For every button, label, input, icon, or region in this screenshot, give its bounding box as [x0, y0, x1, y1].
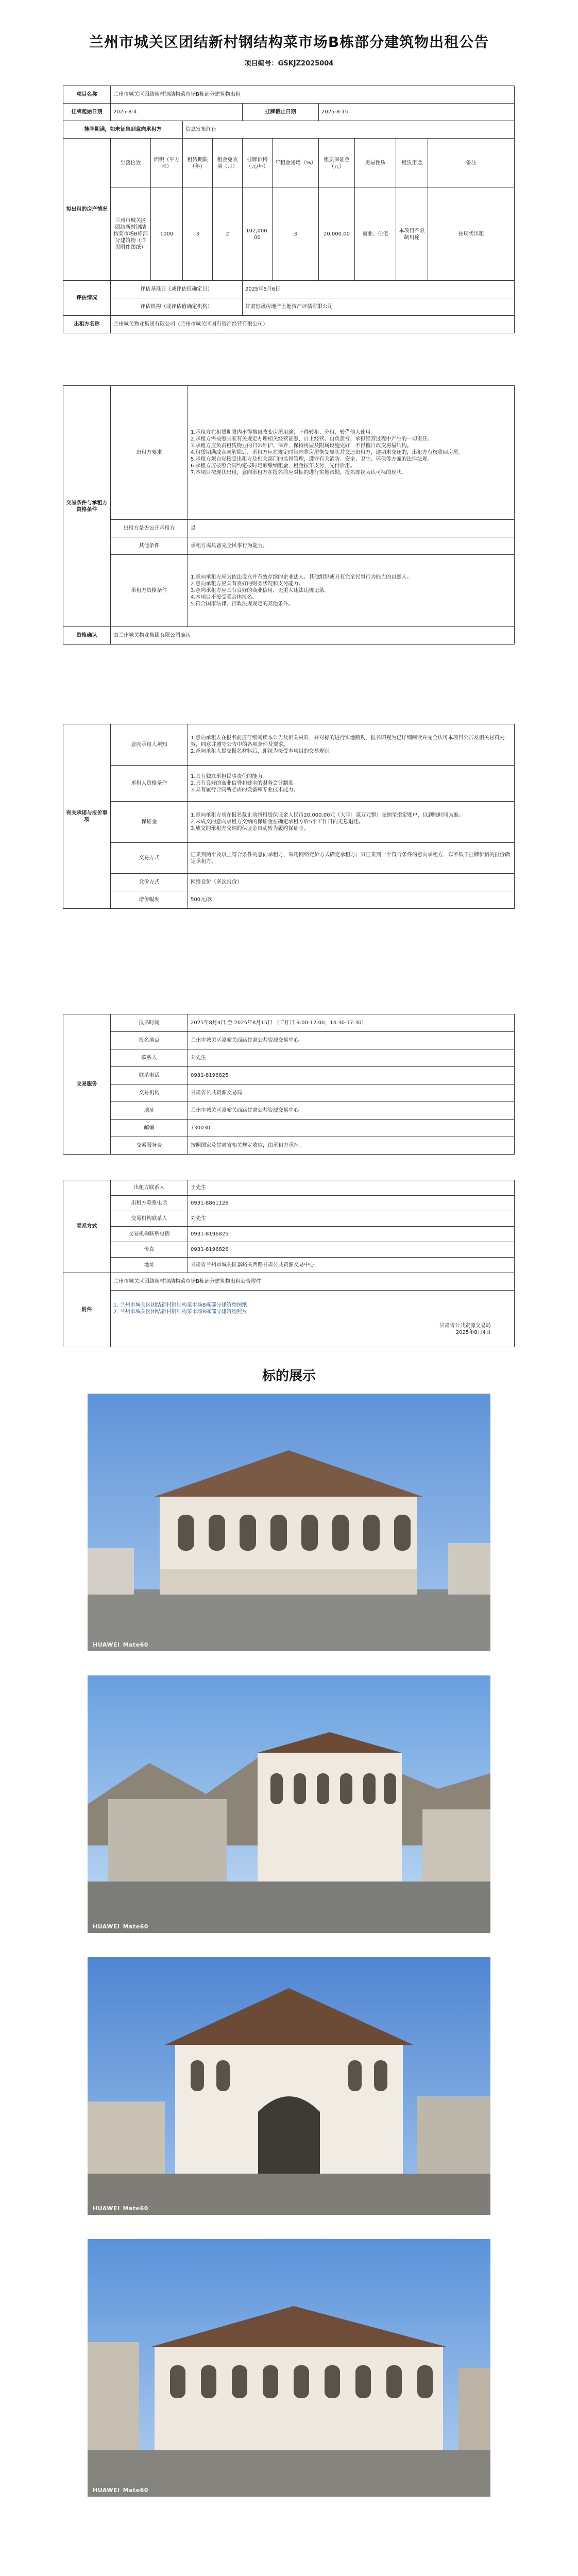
asset-header: 备注 — [428, 139, 515, 188]
project-number-label: 项目编号： — [244, 60, 278, 67]
lessor-label: 出租方名称 — [63, 316, 111, 333]
camera-watermark: HUAWEI Mate60 — [93, 2205, 148, 2212]
commitment-value: 网络竞价（多次报价） — [188, 874, 515, 891]
approval-label: 资格确认 — [63, 627, 111, 645]
asset-header: 挂牌价格（元/年） — [243, 139, 273, 188]
page-title: 兰州市城关区团结新村钢结构菜市场B栋部分建筑物出租公告 — [89, 33, 489, 50]
end-date-label: 挂牌截止日期 — [243, 104, 319, 121]
service-key: 报名地点 — [111, 1032, 188, 1049]
project-number — [0, 58, 578, 67]
attachment-footer: 甘肃省公共资源交易局 2025年8月4日 — [439, 1323, 491, 1335]
asset-cell: 按现状出租 — [428, 188, 515, 281]
approval-value: 由兰州城关物业集团有限公司确认 — [111, 627, 515, 645]
service-value: 0931-8196825 — [188, 1067, 515, 1084]
building-illustration — [88, 1957, 490, 2215]
commitment-key: 竞价方式 — [111, 874, 188, 891]
terms-group-label: 交易条件与承租方资格条件 — [63, 386, 111, 627]
service-value: 2025年8月4日 至 2025年8月15日 （工作日 9:00-12:00，14:30-17:30） — [188, 1014, 515, 1032]
asset-header: 租赁保证金（元） — [319, 139, 355, 188]
service-key: 交易服务费 — [111, 1137, 188, 1155]
attachment-title: 兰州市城关区团结新村钢结构菜市场B栋部分建筑物出租公告附件 — [111, 1273, 515, 1291]
eligibility-text: 1.意向承租方应为依法设立并有效存续的企业法人、其他组织或具有完全民事行为能力的自然人。 2.意向承租方应具有良好的财务状况和支付能力。 3.意向承租方应具有良好的商业信用，无重大违法违规记录。 4.本项目不接受联合体报名。 5.符合国家法律、行政法规规定的其他条件。 — [188, 555, 515, 627]
disclose-label: 出租方是否公开承租方 — [111, 520, 188, 537]
asset-cell: 20,000.00 — [319, 188, 355, 281]
building-illustration — [88, 1675, 490, 1933]
contact-value: 刘先生 — [188, 1211, 515, 1227]
asset-cell: 商业、住宅 — [355, 188, 396, 281]
contact-key: 出租方联系电话 — [111, 1196, 188, 1211]
commitment-value: 1.意向承租人在报名前应仔细阅读本公告及相关材料，并对标的进行实地踏勘，报名即视为已详细阅读并完全认可本项目公告及相关材料内容，同意并遵守公告中的各项条件及要求。 2.意向承租人提交报名材料后，即视为接受本项目的交易规则。 — [188, 724, 515, 766]
commitment-key: 意向承租人须知 — [111, 724, 188, 766]
commitment-key: 承租人资格条件 — [111, 766, 188, 802]
contact-key: 交易机构联系电话 — [111, 1227, 188, 1242]
contact-table — [63, 1180, 515, 1347]
building-photo — [88, 1394, 490, 1651]
commitment-value: 500元/次 — [188, 891, 515, 909]
appraisal-key: 评估基准日（或评估值确定日） — [111, 281, 243, 298]
commitment-value: 1.具有独立承担民事责任的能力。 2.具有良好的商业信誉和健全的财务会计制度。 3.具有履行合同所必需的设备和专业技术能力。 — [188, 766, 515, 802]
service-key: 邮编 — [111, 1120, 188, 1137]
asset-cell: 本项目不限制用途 — [396, 188, 428, 281]
service-group-label: 交易服务 — [63, 1014, 111, 1155]
commitment-key: 交易方式 — [111, 843, 188, 874]
other-condition-value: 承租方需具备完全民事行为能力。 — [188, 537, 515, 555]
contact-key: 地址 — [111, 1258, 188, 1273]
commitment-group-label: 有关承诺与报价事项 — [63, 724, 111, 909]
commitment-key: 保证金 — [111, 802, 188, 843]
commitment-table — [63, 724, 515, 909]
contact-key: 传真 — [111, 1242, 188, 1258]
appraisal-key: 评估机构（或评估值确定机构） — [111, 298, 243, 316]
contact-value: 0931-8196825 — [188, 1227, 515, 1242]
terms-table — [63, 385, 515, 645]
end-date-value: 2025-8-15 — [319, 104, 515, 121]
building-photo — [88, 2239, 490, 2497]
appraisal-value: 甘肃恒晟房地产土地资产评估有限公司 — [243, 298, 515, 316]
attachment-label: 附件 — [63, 1273, 111, 1347]
asset-header: 租金免收期（月） — [213, 139, 243, 188]
contact-value: 0931-8861125 — [188, 1196, 515, 1211]
service-key: 联系电话 — [111, 1067, 188, 1084]
service-key: 交易机构 — [111, 1084, 188, 1102]
service-value: 刘先生 — [188, 1049, 515, 1067]
asset-cell: 3 — [183, 188, 213, 281]
disclose-value: 是 — [188, 520, 515, 537]
contact-value: 0931-8196826 — [188, 1242, 515, 1258]
attachment-item[interactable]: 2. 兰州市城关区团结新村钢结构菜市场B栋部分建筑物照片 — [113, 1309, 247, 1315]
asset-cell: 102,000.00 — [243, 188, 273, 281]
basic-info-table — [63, 86, 515, 333]
building-illustration — [88, 1394, 490, 1651]
camera-watermark: HUAWEI Mate60 — [93, 1641, 148, 1648]
period-label: 挂牌期满，如未征集到意向承租方 — [63, 121, 183, 139]
commitment-value: 征集到两个及以上符合条件的意向承租方，采用网络竞价方式确定承租方；只征集到一个符合条件的意向承租方，以不低于挂牌价格的报价确定承租方。 — [188, 843, 515, 874]
project-number-value: GSKJZ2025004 — [278, 60, 334, 67]
gallery-title: 标的展示 — [262, 1368, 316, 1384]
service-key: 联系人 — [111, 1049, 188, 1067]
attachment-list — [111, 1291, 515, 1347]
building-illustration — [88, 2239, 490, 2497]
project-name-value: 兰州市城关区团结新村钢结构菜市场B栋部分建筑物出租 — [111, 86, 515, 104]
contact-value: 甘肃省兰州市城关区嘉峪关西路甘肃公共资源交易中心 — [188, 1258, 515, 1273]
service-value: 甘肃省公共资源交易局 — [188, 1084, 515, 1102]
commitment-value: 1.意向承租方须在报名截止前将租赁保证金人民币20,000.00元（大写：贰万元整）交纳至指定账户，以到账时间为准。 2.未成交的意向承租方交纳的保证金在确定承租方后5个工作日内无息退还。 3.成交的承租方交纳的保证金自动转为履约保证金。 — [188, 802, 515, 843]
other-condition-label: 其他条件 — [111, 537, 188, 555]
project-name-label: 项目名称 — [63, 86, 111, 104]
lessor-requirement-label: 出租方要求 — [111, 386, 188, 520]
asset-cell: 2 — [213, 188, 243, 281]
start-date-label: 挂牌起始日期 — [63, 104, 111, 121]
contact-group-label: 联系方式 — [63, 1180, 111, 1273]
commitment-key: 增价幅度 — [111, 891, 188, 909]
camera-watermark: HUAWEI Mate60 — [93, 2487, 148, 2494]
asset-header: 租赁期限（年） — [183, 139, 213, 188]
service-key: 报名时间 — [111, 1014, 188, 1032]
service-value: 兰州市城关区嘉峪关西路甘肃公共资源交易中心 — [188, 1032, 515, 1049]
asset-header: 坐落位置 — [111, 139, 151, 188]
camera-watermark: HUAWEI Mate60 — [93, 1923, 148, 1930]
asset-cell: 兰州市城关区团结新村钢结构菜市场B栋部分建筑物（详见附件图纸） — [111, 188, 151, 281]
asset-section-label: 拟出租的房产情况 — [63, 139, 111, 281]
appraisal-value: 2025年5月6日 — [243, 281, 515, 298]
asset-cell: 1000 — [151, 188, 183, 281]
contact-key: 交易机构联系人 — [111, 1211, 188, 1227]
asset-header: 面积（平方米） — [151, 139, 183, 188]
period-value: 信息发布终止 — [183, 121, 515, 139]
service-value: 兰州市城关区嘉峪关西路甘肃公共资源交易中心 — [188, 1102, 515, 1120]
building-photo — [88, 1675, 490, 1933]
asset-cell: 3 — [273, 188, 319, 281]
start-date-value: 2025-8-4 — [111, 104, 243, 121]
asset-header: 房屋性质 — [355, 139, 396, 188]
eligibility-label: 承租方资格条件 — [111, 555, 188, 627]
service-value: 730030 — [188, 1120, 515, 1137]
attachment-item[interactable]: 1. 兰州市城关区团结新村钢结构菜市场B栋部分建筑物图纸 — [113, 1302, 247, 1308]
building-photo — [88, 1957, 490, 2215]
lessor-requirement-text: 1.承租方在租赁期限内不得擅自改变房屋用途，不得转租、分租、转借他人使用。 2.承租方需按照国家有关规定办理相关经营证照，自主经营、自负盈亏，承担经营过程中产生的一切责任。 3.承租方应负责租赁物业的日常维护、保养，保持房屋及附属设施完好，不得擅自改变房屋结构。 4.租赁期满或合同解除后，承租方应在规定时间内将房屋恢复原状并交还出租方，逾期未交还的，出租方有权收回房屋。 5.承租方须自觉接受出租方及相关部门的监督管理，遵守有关消防、安全、卫生、环保等方面的法律法规。 6.承租方应按照合同约定按时足额缴纳租金，租金按年支付，先付后用。 7.本项目按现状出租，意向承租方在报名前应对标的进行实地踏勘，报名即视为认可标的现状。 — [188, 386, 515, 520]
service-table — [63, 1014, 515, 1155]
contact-key: 出租方联系人 — [111, 1180, 188, 1196]
service-key: 地址 — [111, 1102, 188, 1120]
contact-value: 王先生 — [188, 1180, 515, 1196]
service-value: 按照国家及甘肃省相关规定收取，由承租方承担。 — [188, 1137, 515, 1155]
asset-header: 年租金递增（%） — [273, 139, 319, 188]
appraisal-label: 评估情况 — [63, 281, 111, 316]
lessor-value: 兰州城关物业集团有限公司（兰州市城关区国有资产经营有限公司） — [111, 316, 515, 333]
asset-header: 租赁用途 — [396, 139, 428, 188]
